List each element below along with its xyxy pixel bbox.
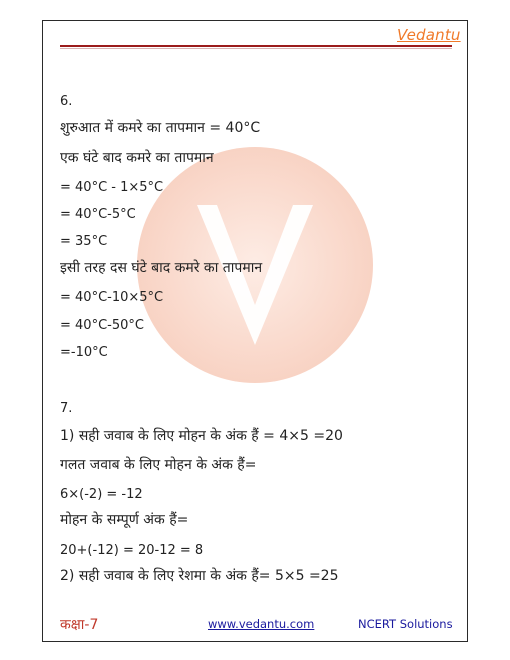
q7-line-4: मोहन के सम्पूर्ण अंक हैं= — [60, 512, 189, 528]
q6-line-6: इसी तरह दस घंटे बाद कमरे का तापमान — [60, 260, 263, 276]
footer-class-label: कक्षा-7 — [60, 617, 99, 633]
q6-line-5: = 35°C — [60, 234, 108, 249]
q7-line-3: 6×(-2) = -12 — [60, 487, 143, 502]
q7-line-6: 2) सही जवाब के लिए रेशमा के अंक हैं= 5×5 =25 — [60, 568, 339, 584]
footer-website-link[interactable]: www.vedantu.com — [208, 617, 315, 631]
q7-line-2: गलत जवाब के लिए मोहन के अंक हैं= — [60, 457, 257, 473]
q6-line-2: एक घंटे बाद कमरे का तापमान — [60, 150, 214, 166]
footer-ncert-label: NCERT Solutions — [358, 617, 453, 631]
header-rule — [60, 45, 452, 47]
vedantu-logo[interactable]: Vedantu — [397, 26, 461, 44]
q6-line-9: =-10°C — [60, 345, 108, 360]
q6-line-1: शुरुआत में कमरे का तापमान = 40°C — [60, 120, 261, 136]
q6-line-3: = 40°C - 1×5°C — [60, 180, 164, 195]
q7-line-1: 1) सही जवाब के लिए मोहन के अंक हैं = 4×5 =20 — [60, 428, 343, 444]
q6-line-8: = 40°C-50°C — [60, 318, 144, 333]
question-6-number: 6. — [60, 94, 73, 109]
question-7-number: 7. — [60, 401, 73, 416]
q6-line-4: = 40°C-5°C — [60, 207, 136, 222]
q6-line-7: = 40°C-10×5°C — [60, 290, 164, 305]
header-rule-thin — [60, 48, 452, 49]
q7-line-5: 20+(-12) = 20-12 = 8 — [60, 543, 204, 558]
